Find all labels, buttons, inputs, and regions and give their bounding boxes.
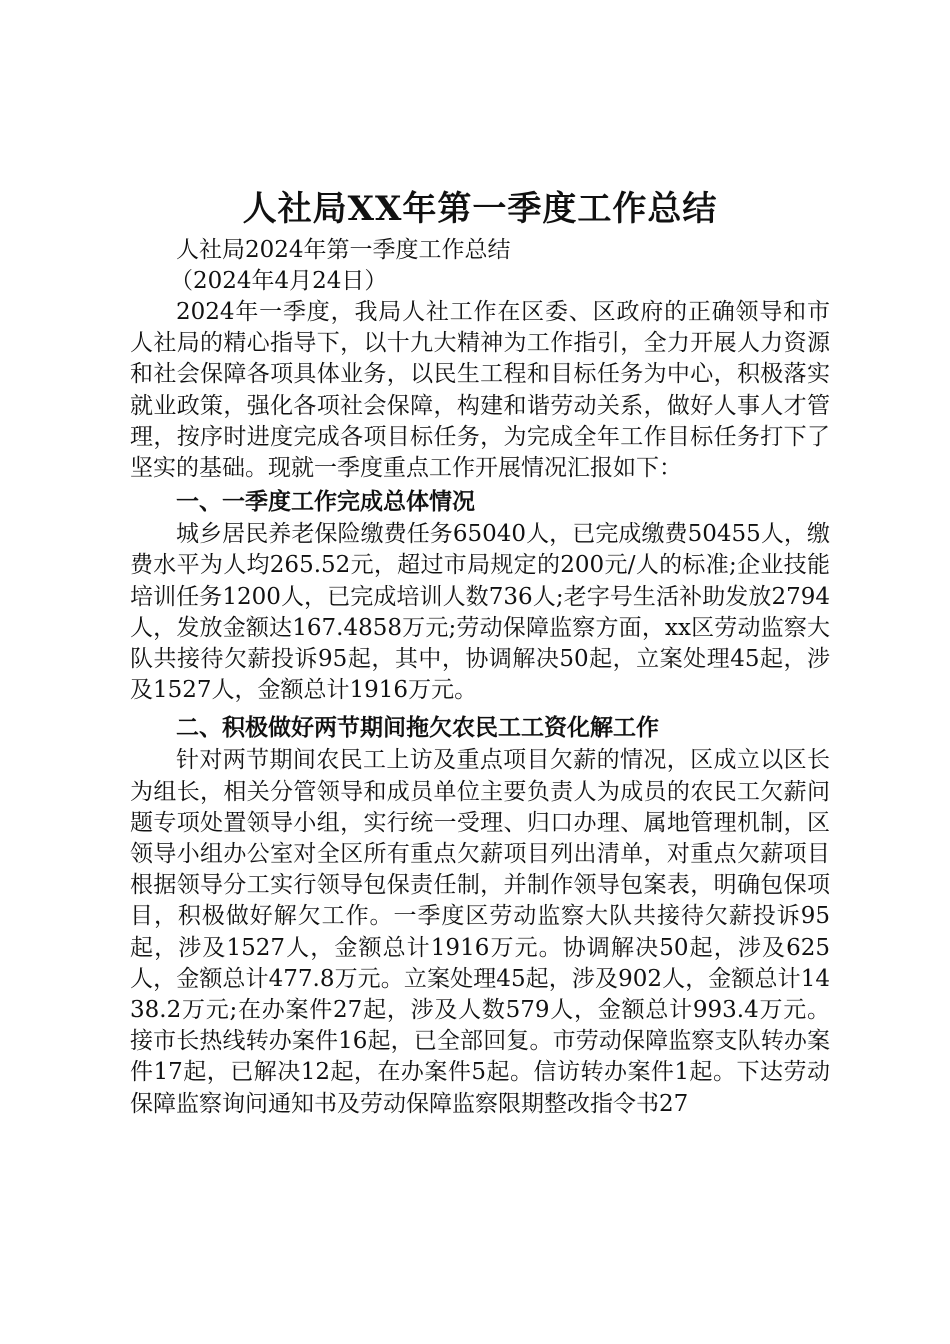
intro-paragraph: 2024年一季度，我局人社工作在区委、区政府的正确领导和市人社局的精心指导下，以十九大精神为工作指引，全力开展人力资源和社会保障各项具体业务，以民生工程和目标任务为中心，积极落实就业政策，强化各项社会保障，构建和谐劳动关系，做好人事人才管理，按序时进度完成各项目标任务，为完成全年工作目标任务打下了坚实的基础。现就一季度重点工作开展情况汇报如下： [130, 299, 830, 482]
section-heading-1: 一、一季度工作完成总体情况 [176, 489, 475, 516]
document-date: （2024年4月24日） [170, 268, 388, 294]
section-body-2: 针对两节期间农民工上访及重点项目欠薪的情况，区成立以区长为组长，相关分管领导和成员单位主要负责人为成员的农民工欠薪问题专项处置领导小组，实行统一受理、归口办理、属地管理机制，区领导小组办公室对全区所有重点欠薪项目列出清单，对重点欠薪项目根据领导分工实行领导包保责任制，并制作领导包案表，明确包保项目，积极做好解欠工作。一季度区劳动监察大队共接待欠薪投诉95起，涉及1527人，金额总计1916万元。协调解决50起，涉及625人，金额总计477.8万元。立案处理45起，涉及902人，金额总计1438.2万元;在办案件27起，涉及人数579人，金额总计993.4万元。接市长热线转办案件16起，已全部回复。市劳动保障监察支队转办案件17起，已解决12起，在办案件5起。信访转办案件1起。下达劳动保障监察询问通知书及劳动保障监察限期整改指令书27 [130, 747, 830, 1117]
document-subtitle: 人社局2024年第一季度工作总结 [176, 237, 511, 263]
section-spacer [130, 706, 830, 710]
section-body-1: 城乡居民养老保险缴费任务65040人，已完成缴费50455人，缴费水平为人均265.52元，超过市局规定的200元/人的标准;企业技能培训任务1200人，已完成培训人数736人;老字号生活补助发放2794人，发放金额达167.4858万元;劳动保障监察方面，xx区劳动监察大队共接待欠薪投诉95起，其中，协调解决50起，立案处理45起，涉及1527人，金额总计1916万元。 [130, 521, 830, 704]
section-heading-2: 二、积极做好两节期间拖欠农民工工资化解工作 [176, 715, 659, 742]
document-title: 人社局XX年第一季度工作总结 [242, 189, 718, 229]
document-page [130, 185, 830, 1120]
